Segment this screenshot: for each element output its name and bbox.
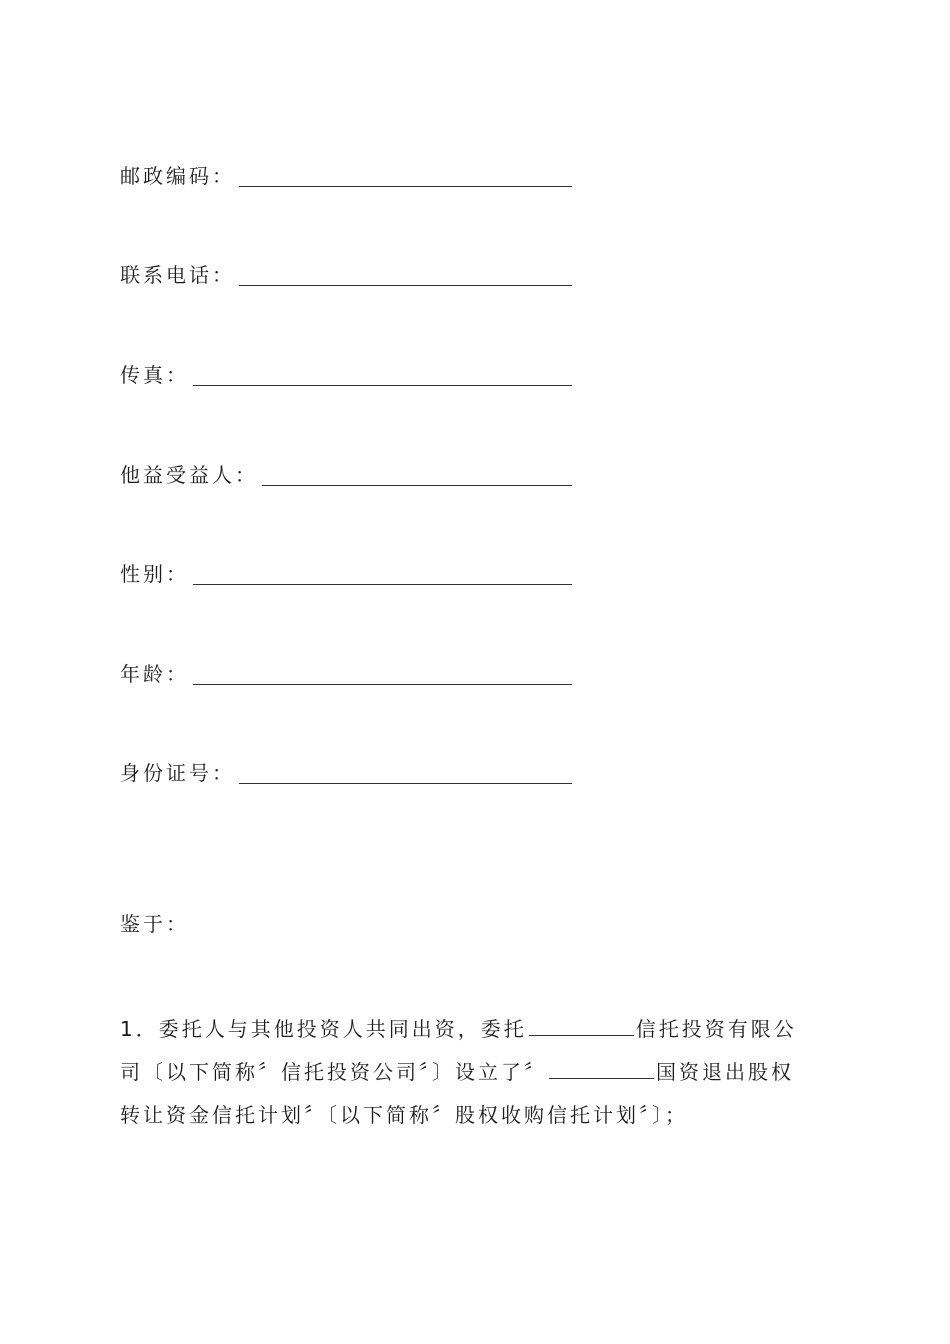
postal-code-blank[interactable]: [239, 166, 572, 187]
recital-line-2-end: 国资退出股权: [656, 1060, 794, 1084]
fax-label: 传真：: [120, 363, 189, 387]
trust-plan-blank[interactable]: [549, 1060, 654, 1079]
age-label: 年龄：: [120, 662, 189, 686]
age-blank[interactable]: [193, 664, 572, 685]
recital-line-1-start: 1．委托人与其他投资人共同出资，委托: [120, 1017, 527, 1041]
beneficiary-label: 他益受益人：: [120, 463, 258, 487]
gender-label: 性别：: [120, 562, 189, 586]
recital-heading: 鉴于：: [120, 912, 189, 936]
phone-label: 联系电话：: [120, 263, 235, 287]
beneficiary-field: [120, 461, 572, 489]
phone-blank[interactable]: [239, 265, 572, 286]
fax-field: [120, 361, 572, 389]
recital-line-1: [120, 1008, 835, 1051]
fax-blank[interactable]: [193, 365, 572, 386]
postal-code-label: 邮政编码：: [120, 164, 235, 188]
recital-line-2-start: 司〔以下简称〞信托投资公司〞〕设立了〞: [120, 1060, 547, 1084]
age-field: [120, 660, 572, 688]
id-number-label: 身份证号：: [120, 761, 235, 785]
recital-line-2: [120, 1051, 835, 1094]
phone-field: [120, 261, 572, 289]
trust-company-blank[interactable]: [529, 1017, 634, 1036]
id-number-field: [120, 759, 572, 787]
id-number-blank[interactable]: [239, 763, 572, 784]
gender-blank[interactable]: [193, 564, 572, 585]
recital-line-3: 转让资金信托计划〞〔以下简称〞股权收购信托计划〞〕；: [120, 1103, 688, 1127]
recital-line-1-end: 信托投资有限公: [635, 1017, 797, 1041]
recital-paragraph: [120, 1008, 835, 1137]
postal-code-field: [120, 162, 572, 190]
beneficiary-blank[interactable]: [262, 465, 572, 486]
gender-field: [120, 560, 572, 588]
